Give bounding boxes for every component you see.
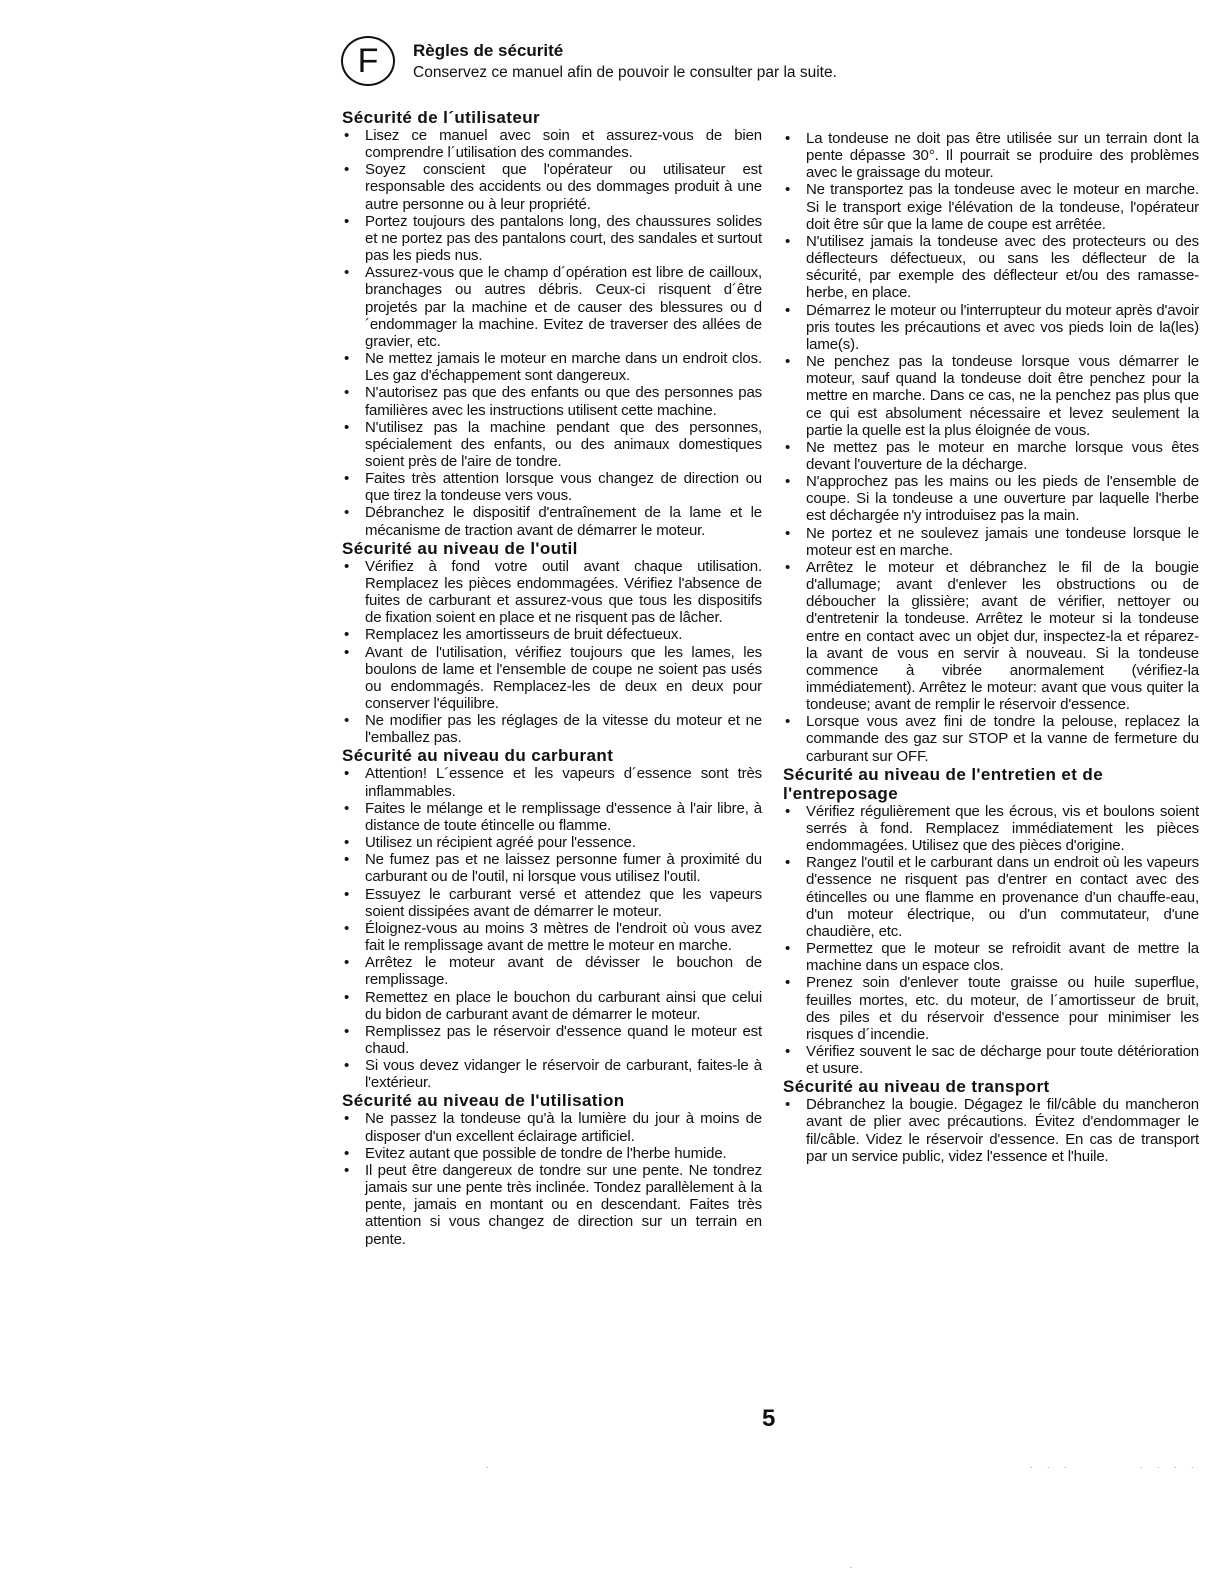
list-item: • Remettez en place le bouchon du carburant ainsi que celui du bidon de carburant avant de démarrer le moteur. bbox=[342, 989, 762, 1023]
section-heading: Sécurité au niveau de transport bbox=[783, 1077, 1050, 1097]
document-subtitle: Conservez ce manuel afin de pouvoir le consulter par la suite. bbox=[413, 64, 837, 81]
list-item: • Ne portez et ne soulevez jamais une tondeuse lorsque le moteur est en marche. bbox=[783, 525, 1199, 559]
bullet-list bbox=[783, 130, 1199, 765]
list-item: • Ne transportez pas la tondeuse avec le moteur en marche. Si le transport exige l'élévation de la tondeuse, l'opérateur doit être sûr que la lame de coupe est arrêtée. bbox=[783, 181, 1199, 232]
list-item: • Démarrez le moteur ou l'interrupteur du moteur après d'avoir pris toutes les précautions et avec vos pieds loin de la(les) lame(s). bbox=[783, 302, 1199, 353]
list-item: • Ne fumez pas et ne laissez personne fumer à proximité du carburant ou de l'outil, ni lorsque vous utilisez l'outil. bbox=[342, 851, 762, 885]
bullet-list bbox=[342, 1110, 762, 1247]
list-item: • Remplacez les amortisseurs de bruit défectueux. bbox=[342, 626, 762, 643]
bullet-list bbox=[342, 558, 762, 747]
list-item: • Vérifiez souvent le sac de décharge pour toute détérioration et usure. bbox=[783, 1043, 1199, 1077]
document-title: Règles de sécurité bbox=[413, 41, 564, 60]
bullet-list bbox=[342, 765, 762, 1091]
list-item: • Assurez-vous que le champ d´opération est libre de cailloux, branchages ou autres débris. Ceux-ci risquent d´être projetés par la machine et de causer des blessures ou d´endommager la machine. Evitez de traverser des allées de gravier, etc. bbox=[342, 264, 762, 350]
list-item: • Permettez que le moteur se refroidit avant de mettre la machine dans un espace clos. bbox=[783, 940, 1199, 974]
list-item: • Éloignez-vous au moins 3 mètres de l'endroit où vous avez fait le remplissage avant de mettre le moteur en marche. bbox=[342, 920, 762, 954]
section-heading: Sécurité au niveau de l'entretien et de l'entreposage bbox=[783, 764, 1104, 803]
list-item: • Vérifiez à fond votre outil avant chaque utilisation. Remplacez les pièces endommagées. Vérifiez l'absence de fuites de carburant et assurez-vous que tous les dispositifs de fixation soient en place et ne risquent pas de lâcher. bbox=[342, 558, 762, 627]
scan-speck: . bbox=[486, 1460, 495, 1470]
scan-speck: . bbox=[850, 1560, 859, 1570]
language-badge: F bbox=[341, 36, 395, 86]
right-column bbox=[783, 130, 1199, 1165]
left-column bbox=[342, 108, 762, 1248]
page-number: 5 bbox=[762, 1405, 776, 1432]
list-item: • Débranchez le dispositif d'entraînement de la lame et le mécanisme de traction avant de démarrer le moteur. bbox=[342, 504, 762, 538]
list-item: • Ne mettez jamais le moteur en marche dans un endroit clos. Les gaz d'échappement sont dangereux. bbox=[342, 350, 762, 384]
section-heading: Sécurité au niveau de l'outil bbox=[342, 538, 578, 558]
list-item: • N'utilisez jamais la tondeuse avec des protecteurs ou des déflecteurs défectueux, ou sans les déflecteur de la sécurité, par exemple des déflecteur et/ou des ramasse-herbe, en place. bbox=[783, 233, 1199, 302]
list-item: • Attention! L´essence et les vapeurs d´essence sont très inflammables. bbox=[342, 765, 762, 799]
list-item: • Ne passez la tondeuse qu'à la lumière du jour à moins de disposer d'un excellent éclairage artificiel. bbox=[342, 1110, 762, 1144]
list-item: • Prenez soin d'enlever toute graisse ou huile superflue, feuilles mortes, etc. du moteur, de l´amortisseur de bruit, des piles et du réservoir d'essence pour minimiser les risques d´incendie. bbox=[783, 974, 1199, 1043]
list-item: • Lorsque vous avez fini de tondre la pelouse, replacez la commande des gaz sur STOP et la vanne de fermeture du carburant sur OFF. bbox=[783, 713, 1199, 764]
list-item: • Si vous devez vidanger le réservoir de carburant, faites-le à l'extérieur. bbox=[342, 1057, 762, 1091]
list-item: • Portez toujours des pantalons long, des chaussures solides et ne portez pas des pantalons court, des sandales et surtout pas les pieds nus. bbox=[342, 213, 762, 264]
bullet-list bbox=[783, 1096, 1199, 1165]
list-item: • Ne modifier pas les réglages de la vitesse du moteur et ne l'emballez pas. bbox=[342, 712, 762, 746]
list-item: • Essuyez le carburant versé et attendez que les vapeurs soient dissipées avant de démarrer le moteur. bbox=[342, 886, 762, 920]
list-item: • Ne penchez pas la tondeuse lorsque vous démarrer le moteur, sauf quand la tondeuse doit être penchez pour la mettre en marche. Dans ce cas, ne la penchez pas plus que ce qui est absolument nécessaire et levez seulement la partie la quelle est la plus éloignée de vous. bbox=[783, 353, 1199, 439]
list-item: • Arrêtez le moteur et débranchez le fil de la bougie d'allumage; avant d'enlever les obstructions ou de déboucher la glissière; avant de vérifier, nettoyer ou d'entretenir la tondeuse. Arrêtez le moteur si la tondeuse entre en contact avec un objet dur, inspectez-la et réparez-la avant de vous en servir à nouveau. Si la tondeuse commence à vibrée anormalement (vérifiez-la immédiatement). Arrêtez le moteur: avant que vous quiter la tondeuse; avant de remplir le réservoir d'essence. bbox=[783, 559, 1199, 713]
section-heading: Sécurité de l´utilisateur bbox=[342, 108, 540, 127]
list-item: • La tondeuse ne doit pas être utilisée sur un terrain dont la pente dépasse 30°. Il pourrait se produire des problèmes avec le graissage du moteur. bbox=[783, 130, 1199, 181]
list-item: • Remplissez pas le réservoir d'essence quand le moteur est chaud. bbox=[342, 1023, 762, 1057]
list-item: • Utilisez un récipient agréé pour l'essence. bbox=[342, 834, 762, 851]
bullet-list bbox=[783, 803, 1199, 1078]
list-item: • Lisez ce manuel avec soin et assurez-vous de bien comprendre l´utilisation des commandes. bbox=[342, 127, 762, 161]
list-item: • Evitez autant que possible de tondre de l'herbe humide. bbox=[342, 1145, 762, 1162]
section-heading: Sécurité au niveau de l'utilisation bbox=[342, 1091, 625, 1111]
list-item: • Faites le mélange et le remplissage d'essence à l'air libre, à distance de toute étincelle ou flamme. bbox=[342, 800, 762, 834]
bullet-list bbox=[342, 127, 762, 539]
list-item: • Faites très attention lorsque vous changez de direction ou que tirez la tondeuse vers vous. bbox=[342, 470, 762, 504]
list-item: • Vérifiez régulièrement que les écrous, vis et boulons soient serrés à fond. Remplacez immédiatement les pièces endommagées. Utilisez que des pièces d'origine. bbox=[783, 803, 1199, 854]
list-item: • Soyez conscient que l'opérateur ou utilisateur est responsable des accidents ou des dommages produit à une autre personne ou à leur propriété. bbox=[342, 161, 762, 212]
list-item: • Arrêtez le moteur avant de dévisser le bouchon de remplissage. bbox=[342, 954, 762, 988]
list-item: • N'autorisez pas que des enfants ou que des personnes pas familières avec les instructions utilisent cette machine. bbox=[342, 384, 762, 418]
list-item: • Il peut être dangereux de tondre sur une pente. Ne tondrez jamais sur une pente très inclinée. Tondez parallèlement à la pente, jamais en montant ou en descendant. Faites très attention si vous changez de direction sur un terrain en pente. bbox=[342, 1162, 762, 1248]
list-item: • Ne mettez pas le moteur en marche lorsque vous êtes devant l'ouverture de la décharge. bbox=[783, 439, 1199, 473]
section-heading: Sécurité au niveau du carburant bbox=[342, 746, 614, 766]
scan-speck: . . . bbox=[1030, 1460, 1073, 1470]
list-item: • Débranchez la bougie. Dégagez le fil/câble du mancheron avant de plier avec précautions. Évitez d'endommager le fil/câble. Videz le réservoir d'essence. En cas de transport par un service public, videz l'essence et l'huile. bbox=[783, 1096, 1199, 1165]
list-item: • N'utilisez pas la machine pendant que des personnes, spécialement des enfants, ou des animaux domestiques soient près de l'aire de tondre. bbox=[342, 419, 762, 470]
page-header bbox=[341, 30, 1041, 90]
list-item: • Avant de l'utilisation, vérifiez toujours que les lames, les boulons de lame et l'ensemble de coupe ne soient pas usés ou endommagés. Remplacez-les de deux en deux pour conserver l'équilibre. bbox=[342, 644, 762, 713]
list-item: • Rangez l'outil et le carburant dans un endroit où les vapeurs d'essence ne risquent pas d'entrer en contact avec des étincelles ou une flamme en provenance d'un chauffe-eau, d'un moteur électrique, ou d'un commutateur, d'une chaudière, etc. bbox=[783, 854, 1199, 940]
scan-speck: . . . . bbox=[1140, 1460, 1200, 1470]
list-item: • N'approchez pas les mains ou les pieds de l'ensemble de coupe. Si la tondeuse a une ouverture par laquelle l'herbe est déchargée n'y introduisez pas la main. bbox=[783, 473, 1199, 524]
